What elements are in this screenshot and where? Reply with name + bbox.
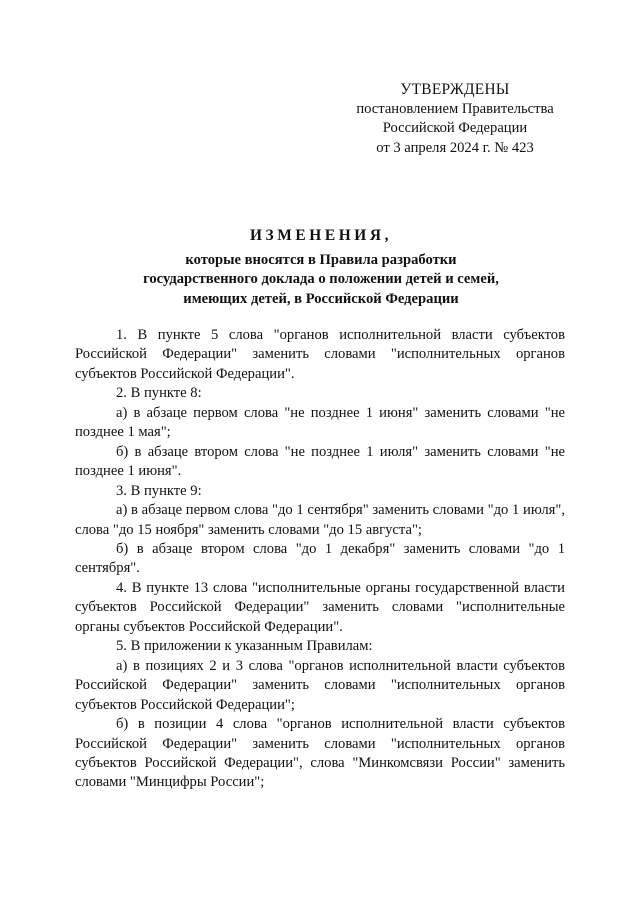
paragraph-4: 4. В пункте 13 слова "исполнительные органы государственной власти субъектов Российской Федерации" заменить словами "исполнительные органы субъектов Российской Федерации". — [75, 579, 565, 635]
paragraph-3b: б) в абзаце втором слова "до 1 декабря" заменить словами "до 1 сентября". — [75, 540, 565, 577]
title-line-2: государственного доклада о положении детей и семей, — [143, 271, 499, 287]
approval-block — [340, 80, 570, 158]
title-line-3: имеющих детей, в Российской Федерации — [183, 290, 459, 307]
paragraph-2: 2. В пункте 8: — [116, 385, 202, 402]
approval-line-1: постановлением Правительства — [356, 100, 554, 117]
approval-line-3: от 3 апреля 2024 г. № 423 — [376, 139, 534, 156]
paragraph-5a: а) в позициях 2 и 3 слова "органов исполнительной власти субъектов Российской Федерации" заменить словами "исполнительных органов субъектов Российской Федерации"; — [75, 657, 565, 713]
paragraph-3a: а) в абзаце первом слова "до 1 сентября" заменить словами "до 1 июля", слова "до 15 ноября" заменить словами "до 15 августа"; — [75, 502, 565, 538]
title-main: ИЗМЕНЕНИЯ, — [249, 227, 393, 244]
approval-heading: УТВЕРЖДЕНЫ — [400, 81, 510, 98]
document-body — [75, 326, 565, 793]
paragraph-2b: б) в абзаце втором слова "не позднее 1 июля" заменить словами "не позднее 1 июня". — [75, 443, 565, 480]
paragraph-5b: б) в позиции 4 слова "органов исполнительной власти субъектов Российской Федерации" заменить словами "исполнительных органов субъектов Российской Федерации", слова "Минкомсвязи России" заменить словами "Минцифры России"; — [75, 716, 565, 791]
approval-line-2: Российской Федерации — [382, 120, 528, 136]
paragraph-1: 1. В пункте 5 слова "органов исполнительной власти субъектов Российской Федерации" заменить словами "исполнительных органов субъектов Российской Федерации". — [75, 327, 565, 382]
paragraph-5: 5. В приложении к указанным Правилам: — [116, 638, 373, 655]
document-title — [75, 226, 567, 309]
paragraph-3: 3. В пункте 9: — [116, 482, 202, 499]
paragraph-2a: а) в абзаце первом слова "не позднее 1 июня" заменить словами "не позднее 1 мая"; — [75, 404, 565, 441]
title-line-1: которые вносятся в Правила разработки — [185, 251, 457, 268]
